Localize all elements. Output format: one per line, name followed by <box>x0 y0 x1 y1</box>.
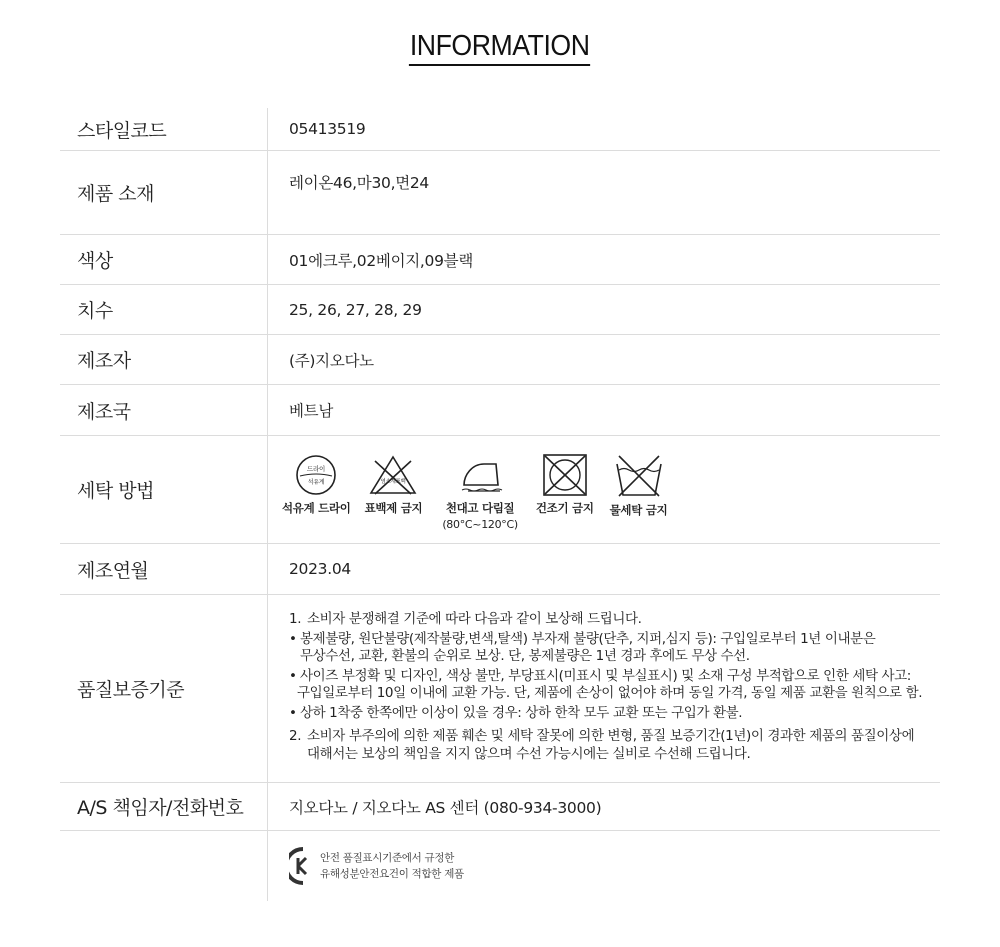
header <box>0 30 1000 66</box>
row-label: 치수 <box>60 285 268 334</box>
wash-icons <box>268 436 940 543</box>
row-value: 05413519 <box>289 120 366 138</box>
row-label: 제조국 <box>60 385 268 435</box>
item-line: 무상수선, 교환, 환불의 순위로 보상. 단, 봉제불량은 1년 경과 후에도 무상 수선. <box>300 648 750 664</box>
item-text: 소비자 분쟁해결 기준에 따라 다음과 같이 보상해 드립니다. <box>307 611 642 627</box>
row-value: 01에크루,02베이지,09블랙 <box>289 251 474 270</box>
item-line: 구입일로부터 10일 이내에 교환 가능. 단, 제품에 손상이 없어야 하며 동일 가격, 동일 제품 교환을 원칙으로 함. <box>297 685 923 701</box>
wash-label <box>442 500 518 533</box>
item-line: 사이즈 부정확 및 디자인, 색상 불만, 부당표시(미표시 및 부실표시) 및 소재 구성 부적합으로 인한 세탁 사고: <box>300 667 911 684</box>
numbered-item <box>289 611 642 629</box>
row-value: 2023.04 <box>289 560 351 578</box>
row-value: 베트남 <box>289 402 334 420</box>
no-tumble-dry-icon <box>541 454 589 496</box>
item-line: 소비자 부주의에 의한 제품 훼손 및 세탁 잘못에 의한 변형, 품질 보증기간(1년)이 경과한 제품의 품질이상에 <box>307 728 915 744</box>
row-value: 25, 26, 27, 28, 29 <box>289 300 422 319</box>
row-value: (주)지오다노 <box>289 351 374 370</box>
info-table <box>60 108 940 901</box>
row-style-code <box>60 108 940 151</box>
petroleum-label: 석유계 <box>308 479 325 486</box>
bullet: • <box>289 667 297 684</box>
item-number: 1. <box>289 611 302 627</box>
kc-certification <box>268 831 940 901</box>
iron-label: 천대고 다림질 <box>445 501 515 515</box>
iron-icon <box>454 454 506 496</box>
dry-clean-petroleum-icon <box>293 454 339 496</box>
dry-label: 드라이 <box>307 465 326 473</box>
no-bleach-icon <box>367 454 419 496</box>
row-manufacturer <box>60 335 940 385</box>
wash-label: 물세탁 금지 <box>609 503 668 517</box>
row-label: 품질보증기준 <box>60 595 268 782</box>
wash-item <box>282 454 351 516</box>
item-number: 2. <box>289 728 302 744</box>
row-quality <box>60 595 940 783</box>
row-label-empty <box>60 831 268 901</box>
row-label: A/S 책임자/전화번호 <box>60 783 268 830</box>
wash-item <box>610 454 668 518</box>
row-material <box>60 151 940 235</box>
wash-item <box>442 454 518 533</box>
row-date <box>60 544 940 595</box>
item-line: 상하 1착중 한쪽에만 이상이 있을 경우: 상하 한착 모두 교환 또는 구입가 환불. <box>300 704 743 721</box>
item-line: 대해서는 보상의 책임을 지지 않으며 수선 가능시에는 실비로 수선해 드립니다. <box>307 745 751 762</box>
wash-item <box>536 454 594 516</box>
row-value: 지오다노 / 지오다노 AS 센터 (080-934-3000) <box>289 798 602 817</box>
wash-label: 석유계 드라이 <box>282 501 351 515</box>
item-line: 봉제불량, 원단불량(제작불량,변색,탈색) 부자재 불량(단추, 지퍼,심지 등): 구입일로부터 1년 이내분은 <box>300 630 876 647</box>
wash-item <box>365 454 423 516</box>
kc-line: 안전 품질표시기준에서 규정한 <box>320 852 455 864</box>
row-kc <box>60 831 940 901</box>
numbered-item <box>289 728 914 763</box>
row-label: 스타일코드 <box>60 108 268 150</box>
row-label: 세탁 방법 <box>60 436 268 543</box>
no-water-wash-icon <box>613 454 665 498</box>
quality-text <box>268 595 940 782</box>
row-wash <box>60 436 940 544</box>
bullet-item <box>289 705 742 723</box>
chlorine-label: 염소계표백 <box>380 479 406 485</box>
wash-label: 건조기 금지 <box>535 501 594 515</box>
row-as <box>60 783 940 831</box>
bullet-item <box>289 631 875 666</box>
row-color <box>60 235 940 285</box>
bullet: • <box>289 630 297 647</box>
wash-label: 표백제 금지 <box>364 501 423 515</box>
row-label: 제조연월 <box>60 544 268 594</box>
kc-badge <box>289 847 464 885</box>
bullet-item <box>289 668 922 703</box>
kc-mark-icon <box>289 847 317 885</box>
page-title: INFORMATION <box>409 30 591 66</box>
kc-line: 유해성분안전요건이 적합한 제품 <box>320 868 464 880</box>
row-value: 레이온46,마30,면24 <box>289 174 429 192</box>
row-size <box>60 285 940 335</box>
bullet: • <box>289 704 297 721</box>
row-country <box>60 385 940 436</box>
row-label: 색상 <box>60 235 268 284</box>
row-label: 제조자 <box>60 335 268 384</box>
kc-text <box>320 850 464 882</box>
iron-temp: (80°C~120°C) <box>442 518 518 531</box>
row-label: 제품 소재 <box>60 151 268 234</box>
